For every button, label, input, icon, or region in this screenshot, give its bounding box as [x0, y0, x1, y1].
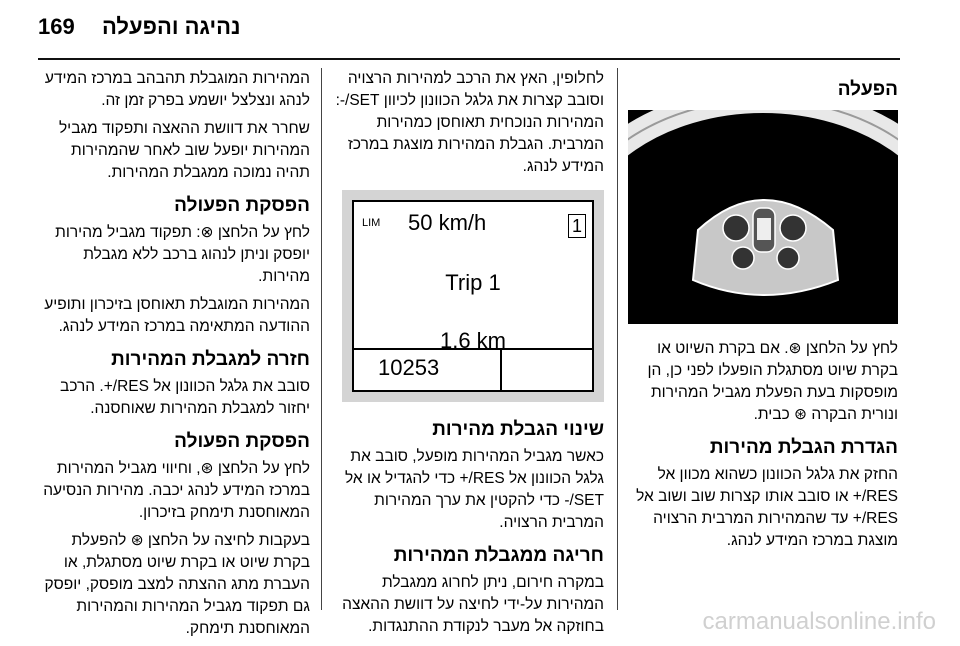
display-distance: 1.6 km	[439, 328, 507, 353]
heading-set-speed-limit: הגדרת הגבלת מהירות	[709, 437, 898, 458]
paragraph-change-speed-limit: כאשר מגביל המהירות מופעל, סובב את גלגל הכוונון אל RES/+ כדי להגדיל או אל SET/- כדי להקטין את ערך המהירות המרבית הרצויה.	[345, 448, 604, 531]
display-divider	[500, 350, 502, 390]
paragraph-press-button: לחץ על הלחצן ⊛. אם בקרת השיוט או בקרת שיוט מסתגלת הופעלו לפני כן, הן מופסקות בעת הפעלת מגביל המהירות ונורית הבקרה ⊛ כבית.	[647, 340, 898, 423]
paragraph-set-speed-limit: החזק את גלגל הכוונון כשהוא מכוון אל RES/+ או סובב אותו קצרות שוב ושוב אל RES/+ עד שהמהירות המרבית הרצויה מוצגת במרכז המידע לנהג.	[636, 466, 898, 549]
speed-limiter-icon: LIM	[362, 217, 381, 229]
display-odometer: 10253	[378, 355, 440, 380]
display-trip-label: Trip 1	[445, 270, 501, 295]
steering-wheel-illustration	[628, 110, 898, 324]
paragraph-switch-off-more: בעקבות לחיצה על הלחצן ⊛ להפעלת בקרת שיוט או בקרת שיוט מסתגלת, או העברת מתג ההצתה למצב מופסק, יופסק גם תפקוד מגביל המהירות והמהירות המאוחסנת תימחק.	[44, 532, 310, 637]
paragraph-exceed-speed-limit: במקרה חירום, ניתן לחרוג ממגבלת המהירות על-ידי לחיצה על דוושת ההאצה בחוזקה אל מעבר לנקודת ההתנגדות.	[342, 574, 604, 635]
heading-deactivation: הפסקת הפעולה	[174, 195, 310, 216]
heading-activation: הפעלה	[837, 79, 898, 100]
paragraph-release-pedal: שחרר את דוושת ההאצה ותפקוד מגביל המהירות יופעל שוב לאחר שהמהירות תהיה נמוכה ממגבלת המהירות.	[58, 120, 310, 181]
paragraph-alternative: לחלופין, האץ את הרכב למהירות הרצויה וסובב קצרות את גלגל הכוונון לכיוון SET/-: המהירות הנוכחית תאוחסן כמהירות המרבית. הגבלת המהירות מוצגת במרכז המידע לנהג.	[335, 70, 604, 175]
watermark: carmanualsonline.info	[702, 608, 936, 635]
display-speed-value: 50 km/h	[408, 210, 487, 235]
paragraph-return-to-limit: סובב את גלגל הכוונון אל RES/+. הרכב יחזור למגבלת המהירות שאוחסנה.	[60, 378, 310, 417]
display-screen	[352, 200, 594, 392]
display-odometer-row	[354, 348, 592, 390]
display-speed-row	[354, 206, 592, 244]
display-gear-indicator: 1	[568, 214, 586, 238]
paragraph-switch-off: לחץ על הלחצן ⊛, וחיווי מגביל המהירות במרכז המידע לנהג יכבה. מהירות הנסיעה המאוחסנת תימחק בזיכרון.	[43, 460, 310, 521]
page-number: 169	[38, 14, 75, 39]
paragraph-exceed-continued: המהירות המוגבלת תהבהב במרכז המידע לנהג ונצלצל יושמע בפרק זמן זה.	[44, 70, 310, 109]
steering-wheel-icon	[628, 110, 898, 324]
driver-info-display	[342, 190, 604, 402]
column-right	[628, 68, 898, 558]
column-middle	[332, 68, 604, 644]
heading-change-speed-limit: שינוי הגבלת מהירות	[432, 419, 604, 440]
paragraph-stored-speed: המהירות המוגבלת תאוחסן בזיכרון ותופיע ההודעה המתאימה במרכז המידע לנהג.	[44, 296, 310, 335]
page-header-title: נהיגה והפעלה	[102, 14, 241, 39]
page-header	[38, 14, 898, 48]
heading-switch-off: הפסקת הפעולה	[174, 431, 310, 452]
column-divider	[321, 68, 322, 610]
heading-exceed-speed-limit: חריגה ממגבלת המהירות	[393, 545, 604, 566]
heading-return-to-limit: חזרה למגבלת המהירות	[111, 349, 310, 370]
column-left	[36, 68, 310, 646]
column-divider	[617, 68, 618, 610]
header-rule	[38, 58, 900, 60]
paragraph-deactivation: לחץ על הלחצן ⊗: תפקוד מגביל מהירות יופסק וניתן לנהוג ברכב ללא מגבלת מהירות.	[55, 224, 310, 285]
